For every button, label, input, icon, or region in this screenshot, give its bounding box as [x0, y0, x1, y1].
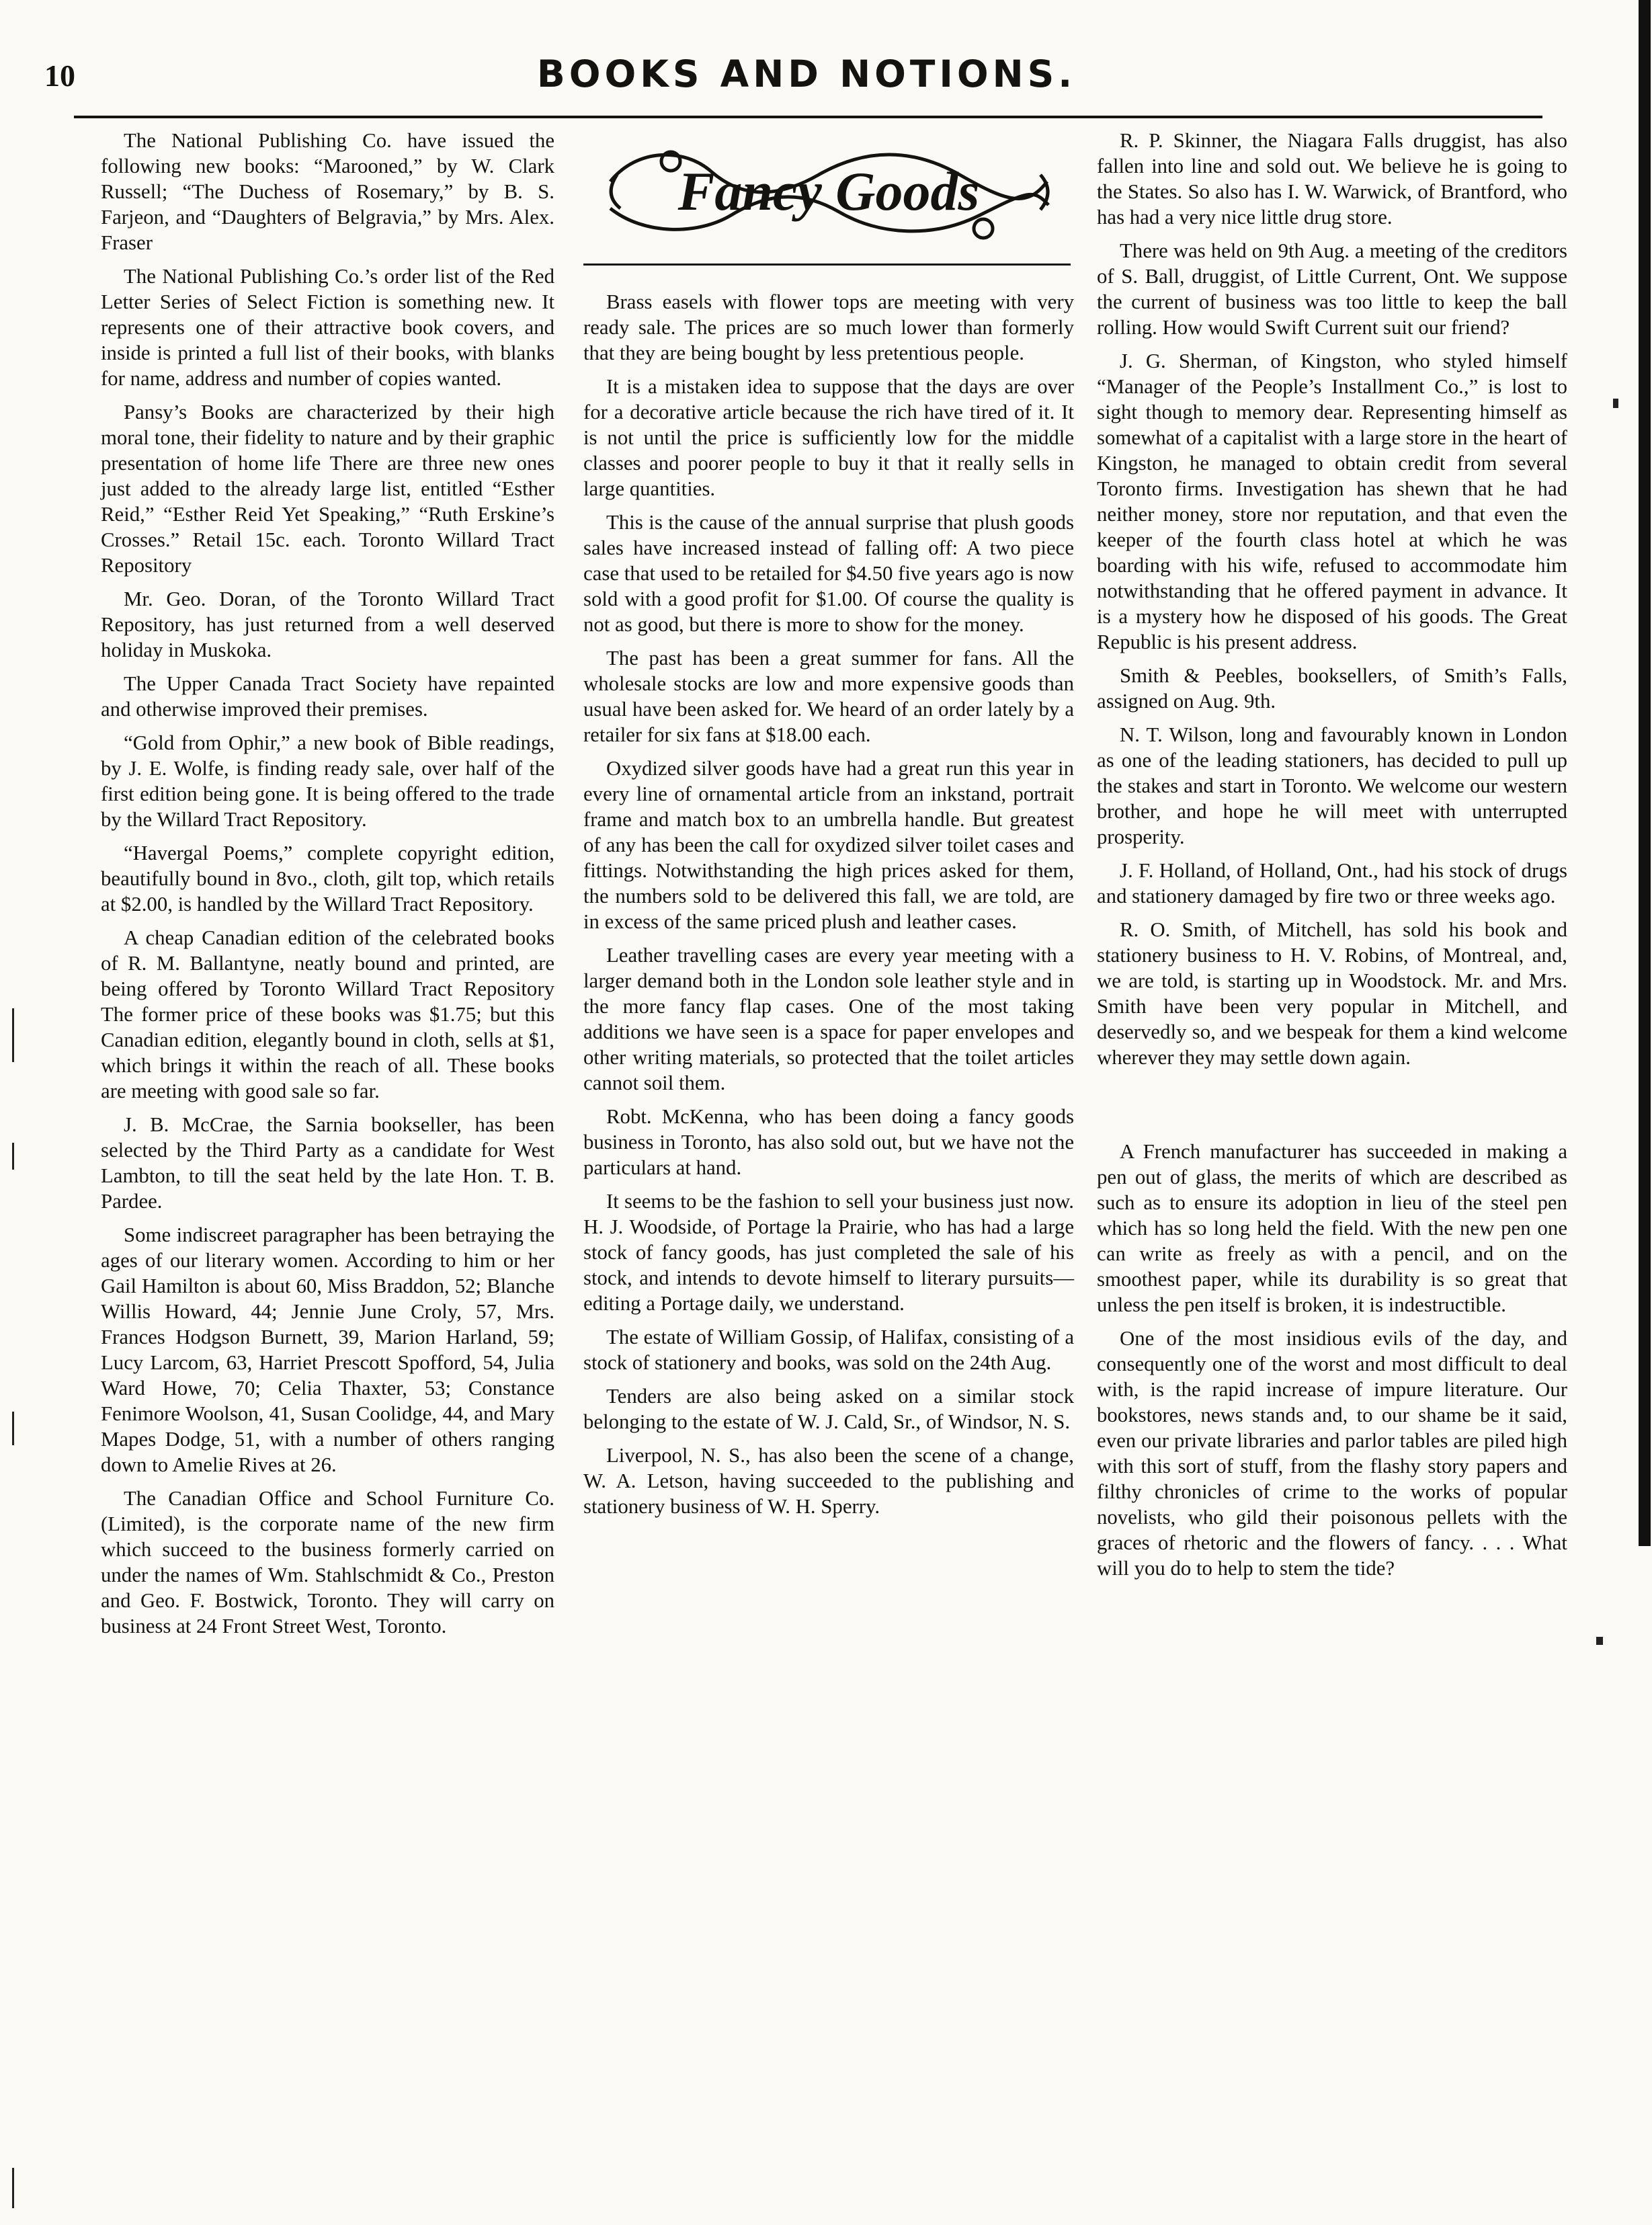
- paragraph: There was held on 9th Aug. a meeting of the creditors of S. Ball, druggist, of Little Current, Ont. We suppose the current of business was too little to keep the ball rolling. How would Swift Current suit our friend?: [1097, 239, 1567, 339]
- scroll-ornament-icon: [597, 134, 1061, 254]
- paragraph: One of the most insidious evils of the day, and consequently one of the worst and most difficult to deal with, is the rapid increase of impure literature. Our bookstores, news stands and, to our shame be it said, even our private libraries and parlor tables are piled high with this sort of stuff, from the flashy story papers and filthy chronicles of crime to the works of popular novelists, who gild their poisonous pellets with the graces of rhetoric and the flowers of fancy. . . . What will you do to help to stem the tide?: [1097, 1327, 1567, 1580]
- paragraph: Oxydized silver goods have had a great run this year in every line of ornamental article from an inkstand, portrait frame and match box to an umbrella handle. But greatest of any has been the call for oxydized silver toilet cases and fittings. Notwithstanding the high prices asked for them, the numbers sold to be delivered this fall, we are told, are in excess of the same priced plush and leather cases.: [583, 757, 1074, 933]
- left-column: [101, 128, 554, 1647]
- margin-mark: [12, 2168, 14, 2208]
- margin-mark: [12, 1412, 14, 1445]
- page-number: 10: [44, 58, 75, 93]
- paragraph: A cheap Canadian edition of the celebrated books of R. M. Ballantyne, neatly bound and printed, are being offered by Toronto Willard Tract Repository The former price of these books was $1.75; but this Canadian edition, elegantly bound in cloth, sells at $1, which brings it within the reach of all. These books are meeting with good sale so far.: [101, 926, 554, 1102]
- banner-title: Fancy Goods: [677, 161, 980, 222]
- paragraph: J. G. Sherman, of Kingston, who styled himself “Manager of the People’s Installment Co.,” is lost to sight though to memory dear. Representing himself as somewhat of a capitalist with a large store in the heart of Kingston, he managed to obtain credit from several Toronto firms. Investigation has shewn that he had neither money, store nor reputation, and that even the keeper of the fourth class hotel at which he was boarding with his wife, refused to accommodate him notwithstanding that he offered payment in advance. It is a mystery how he disposed of his goods. The Great Republic is his present address.: [1097, 350, 1567, 653]
- paragraph: Smith & Peebles, booksellers, of Smith’s Falls, assigned on Aug. 9th.: [1097, 664, 1567, 713]
- running-title: BOOKS AND NOTIONS.: [536, 52, 1077, 95]
- paragraph: J. F. Holland, of Holland, Ont., had his stock of drugs and stationery damaged by fire two or three weeks ago.: [1097, 859, 1567, 907]
- paragraph: Some indiscreet paragrapher has been betraying the ages of our literary women. According to him or her Gail Hamilton is about 60, Miss Braddon, 52; Blanche Willis Howard, 44; Jennie June Croly, 57, Mrs. Frances Hodgson Burnett, 39, Marion Harland, 59; Lucy Larcom, 63, Harriet Prescott Spofford, 54, Julia Ward Howe, 70; Celia Thaxter, 53; Constance Fenimore Woolson, 41, Susan Coolidge, 44, and Mary Mapes Dodge, 51, with a number of others ranging down to Amelie Rives at 26.: [101, 1223, 554, 1476]
- paragraph: J. B. McCrae, the Sarnia bookseller, has been selected by the Third Party as a candidate for West Lambton, to till the seat held by the late Hon. T. B. Pardee.: [101, 1113, 554, 1213]
- margin-mark: [12, 1143, 14, 1170]
- paragraph: A French manufacturer has succeeded in making a pen out of glass, the merits of which are described as such as to ensure its adoption in lieu of the steel pen which has so long held the field. With the new pen one can write as freely as with a pencil, and on the smoothest paper, while its durability is so great that unless the pen itself is broken, it is indestructible.: [1097, 1140, 1567, 1316]
- margin-mark: [1613, 399, 1618, 408]
- paragraph: Leather travelling cases are every year meeting with a larger demand both in the London sole leather style and in the more fancy flap cases. One of the most taking additions we have seen is a space for paper envelopes and other writing materials, so protected that the toilet articles cannot soil them.: [583, 944, 1074, 1094]
- paragraph: Robt. McKenna, who has been doing a fancy goods business in Toronto, has also sold out, but we have not the particulars at hand.: [583, 1105, 1074, 1179]
- paragraph: “Havergal Poems,” complete copyright edition, beautifully bound in 8vo., cloth, gilt top, which retails at $2.00, is handled by the Willard Tract Repository.: [101, 842, 554, 916]
- paragraph: The National Publishing Co. have issued the following new books: “Marooned,” by W. Clark Russell; “The Duchess of Rosemary,” by B. S. Farjeon, and “Daughters of Belgravia,” by Mrs. Alex. Fraser: [101, 129, 554, 254]
- paragraph: It seems to be the fashion to sell your business just now. H. J. Woodside, of Portage la Prairie, who has had a large stock of fancy goods, has just completed the sale of his stock, and intends to devote himself to literary pursuits—editing a Portage daily, we understand.: [583, 1190, 1074, 1315]
- paragraph: Brass easels with flower tops are meeting with very ready sale. The prices are so much lower than formerly that they are being bought by less pretentious people.: [583, 290, 1074, 364]
- paragraph: Tenders are also being asked on a similar stock belonging to the estate of W. J. Cald, Sr., of Windsor, N. S.: [583, 1385, 1074, 1433]
- margin-mark: [1596, 1637, 1603, 1645]
- margin-mark: [12, 1008, 14, 1062]
- paragraph: The past has been a great summer for fans. All the wholesale stocks are low and more expensive goods than usual have been asked for. We heard of an order lately by a retailer for six fans at $18.00 each.: [583, 647, 1074, 746]
- banner-rule: [583, 264, 1071, 266]
- paragraph: N. T. Wilson, long and favourably known in London as one of the leading stationers, has decided to pull up the stakes and start in Toronto. We welcome our western brother, and hope he will meet with unterrupted prosperity.: [1097, 723, 1567, 848]
- fancy-goods-banner: [597, 134, 1061, 254]
- paragraph: Mr. Geo. Doran, of the Toronto Willard Tract Repository, has just returned from a well deserved holiday in Muskoka.: [101, 588, 554, 661]
- middle-column: [583, 289, 1074, 1527]
- paragraph: Pansy’s Books are characterized by their high moral tone, their fidelity to nature and by their graphic presentation of home life There are three new ones just added to the already large list, entitled “Esther Reid,” “Esther Reid Yet Speaking,” “Ruth Erskine’s Crosses.” Retail 15c. each. Toronto Willard Tract Repository: [101, 401, 554, 577]
- paragraph: Liverpool, N. S., has also been the scene of a change, W. A. Letson, having succeeded to the publishing and stationery business of W. H. Sperry.: [583, 1444, 1074, 1518]
- paragraph: R. O. Smith, of Mitchell, has sold his book and stationery business to H. V. Robins, of Montreal, and, we are told, is starting up in Woodstock. Mr. and Mrs. Smith have been very popular in Mitchell, and deservedly so, and we bespeak for them a kind welcome wherever they may settle down again.: [1097, 918, 1567, 1069]
- paragraph: The estate of William Gossip, of Halifax, consisting of a stock of stationery and books, was sold on the 24th Aug.: [583, 1326, 1074, 1374]
- paragraph: The National Publishing Co.’s order list of the Red Letter Series of Select Fiction is something new. It represents one of their attractive book covers, and inside is printed a full list of their books, with blanks for name, address and number of copies wanted.: [101, 265, 554, 390]
- paragraph: “Gold from Ophir,” a new book of Bible readings, by J. E. Wolfe, is finding ready sale, over half of the first edition being gone. It is being offered to the trade by the Willard Tract Repository.: [101, 731, 554, 831]
- right-column: [1097, 128, 1567, 1589]
- section-gap: [1097, 1078, 1567, 1139]
- paragraph: This is the cause of the annual surprise that plush goods sales have increased instead of falling off: A two piece case that used to be retailed for $4.50 five years ago is now sold with a good profit for $1.00. Of course the quality is not as good, but there is more to show for the money.: [583, 511, 1074, 636]
- paragraph: The Canadian Office and School Furniture Co. (Limited), is the corporate name of the new firm which succeed to the business formerly carried on under the names of Wm. Stahlschmidt & Co., Preston and Geo. F. Bostwick, Toronto. They will carry on business at 24 Front Street West, Toronto.: [101, 1487, 554, 1637]
- header-rule: [74, 116, 1542, 118]
- page-edge-shadow: [1639, 0, 1651, 1546]
- paragraph: R. P. Skinner, the Niagara Falls druggist, has also fallen into line and sold out. We believe he is going to the States. So also has I. W. Warwick, of Brantford, who has had a very nice little drug store.: [1097, 129, 1567, 229]
- paragraph: The Upper Canada Tract Society have repainted and otherwise improved their premises.: [101, 672, 554, 721]
- paragraph: It is a mistaken idea to suppose that the days are over for a decorative article because the rich have tired of it. It is not until the price is sufficiently low for the middle classes and poorer people to buy it that it really sells in large quantities.: [583, 375, 1074, 500]
